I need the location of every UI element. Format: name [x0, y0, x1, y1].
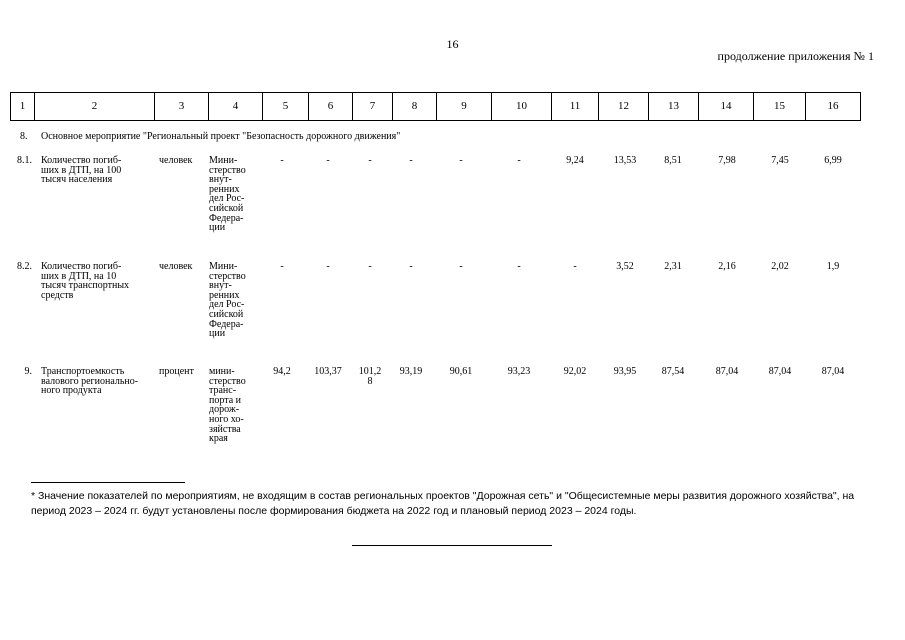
section-number: 8.: [20, 131, 28, 142]
value-cell: 87,04: [821, 366, 845, 377]
value-cell: -: [573, 261, 577, 272]
value-cell: 3,52: [616, 261, 634, 272]
value-cell: -: [326, 155, 330, 166]
footnote: * Значение показателей по мероприятиям, не входящим в состав региональных проектов "Дорожная сеть" и "Общесистемные меры развития дорожного хозяйства", на период 2023 – 2024 гг. будут установлены после формирования бюджета на 2022 год и плановый период 2023 – 2024 годы.: [31, 490, 855, 517]
column-header-cell: 15: [754, 93, 806, 121]
value-cell: 93,95: [613, 366, 637, 377]
value-cell: 90,61: [449, 366, 473, 377]
section-title: Основное мероприятие "Региональный проект "Безопасность дорожного движения": [41, 131, 401, 142]
continuation-label: продолжение приложения № 1: [717, 49, 874, 63]
value-cell: 7,45: [771, 155, 789, 166]
page-number: 16: [446, 37, 459, 51]
column-header-cell: 13: [649, 93, 699, 121]
column-header-cell: 3: [155, 93, 209, 121]
value-cell: 103,37: [314, 366, 342, 377]
value-cell: 2,02: [771, 261, 789, 272]
row-number: 9.: [24, 366, 32, 377]
indicator-name: Количество погиб- ших в ДТП, на 100 тысяч населения: [41, 155, 122, 186]
value-cell: 87,04: [768, 366, 792, 377]
value-cell: 7,98: [718, 155, 736, 166]
column-header-cell: 9: [437, 93, 492, 121]
value-cell: 9,24: [566, 155, 584, 166]
value-cell: 93,23: [507, 366, 531, 377]
value-cell: -: [409, 155, 413, 166]
value-cell: 93,19: [399, 366, 423, 377]
footnote-divider: [31, 482, 185, 483]
value-cell: 94,2: [273, 366, 291, 377]
value-cell: -: [459, 155, 463, 166]
column-header-cell: 16: [806, 93, 861, 121]
value-cell: -: [280, 261, 284, 272]
unit-of-measure: человек: [159, 155, 193, 166]
column-header-cell: 11: [552, 93, 599, 121]
value-cell: 6,99: [824, 155, 842, 166]
value-cell: 13,53: [613, 155, 637, 166]
column-header-cell: 2: [35, 93, 155, 121]
value-cell: 1,9: [826, 261, 840, 272]
row-number: 8.1.: [17, 155, 32, 166]
responsible-executor: Мини- стерство внут- ренних дел Рос- сийской Федера- ции: [209, 261, 246, 340]
value-cell: 8,51: [664, 155, 682, 166]
unit-of-measure: человек: [159, 261, 193, 272]
indicator-name: Транспортоемкость валового регионально- ного продукта: [41, 366, 139, 397]
responsible-executor: Мини- стерство внут- ренних дел Рос- сийской Федера- ции: [209, 155, 246, 234]
indicator-name: Количество погиб- ших в ДТП, на 10 тысяч транспортных средств: [41, 261, 130, 301]
value-cell: -: [517, 261, 521, 272]
column-header-cell: 14: [699, 93, 754, 121]
value-cell: 87,04: [715, 366, 739, 377]
value-cell: -: [409, 261, 413, 272]
column-header-cell: 4: [209, 93, 263, 121]
value-cell: -: [459, 261, 463, 272]
value-cell: 92,02: [563, 366, 587, 377]
column-header-cell: 7: [353, 93, 393, 121]
column-header-cell: 12: [599, 93, 649, 121]
value-cell: 2,31: [664, 261, 682, 272]
value-cell: 2,16: [718, 261, 736, 272]
unit-of-measure: процент: [159, 366, 194, 377]
value-cell: 101,2 8: [358, 366, 382, 387]
value-cell: -: [368, 155, 372, 166]
value-cell: -: [326, 261, 330, 272]
column-header-cell: 6: [309, 93, 353, 121]
value-cell: -: [368, 261, 372, 272]
column-header-cell: 5: [263, 93, 309, 121]
value-cell: 87,54: [661, 366, 685, 377]
end-divider: [352, 545, 552, 546]
column-number-header: [10, 92, 861, 121]
row-number: 8.2.: [17, 261, 32, 272]
column-header-cell: 1: [11, 93, 35, 121]
value-cell: -: [517, 155, 521, 166]
value-cell: -: [280, 155, 284, 166]
responsible-executor: мини- стерство транс- порта и дорож- ного хо- зяйства края: [209, 366, 246, 445]
column-header-cell: 10: [492, 93, 552, 121]
column-header-cell: 8: [393, 93, 437, 121]
